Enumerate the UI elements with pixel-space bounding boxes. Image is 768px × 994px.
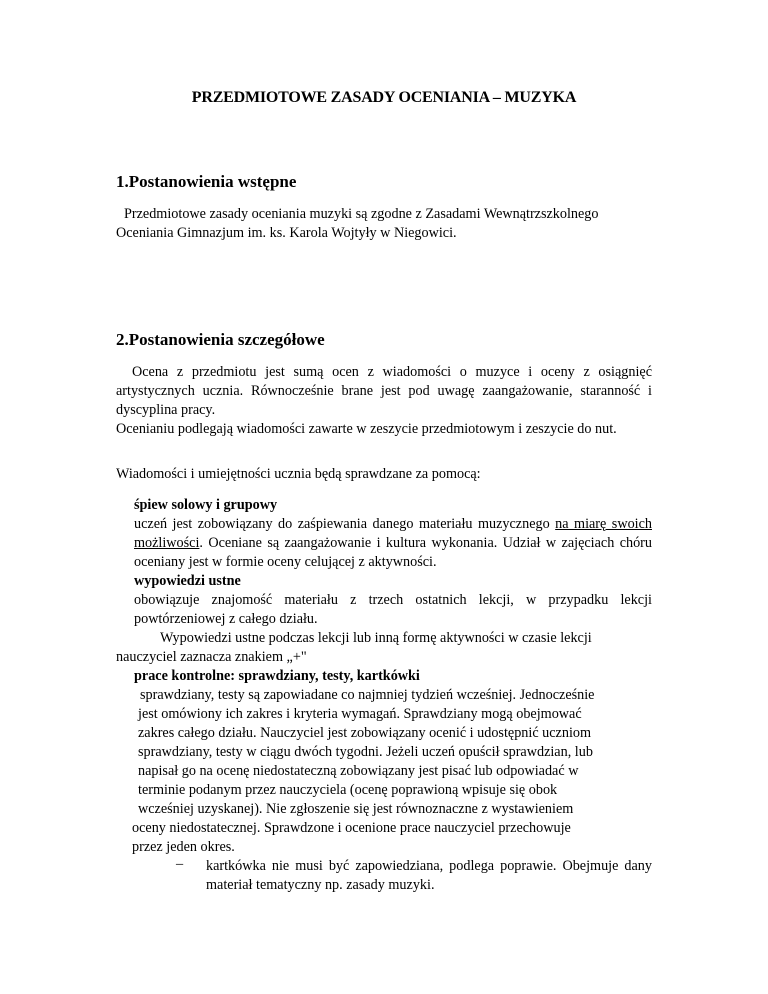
prace-line: napisał go na ocenę niedostateczną zobowiązany jest pisać lub odpowiadać w xyxy=(138,763,579,779)
section-1-line-2: Oceniania Gimnazjum im. ks. Karola Wojtyły w Niegowici. xyxy=(116,225,457,241)
page-title: PRZEDMIOTOWE ZASADY OCENIANIA – MUZYKA xyxy=(191,89,577,106)
section-1-line-1: Przedmiotowe zasady oceniania muzyki są zgodne z Zasadami Wewnątrzszkolnego xyxy=(124,206,599,222)
prace-line: oceny niedostatecznej. Sprawdzone i ocenione prace nauczyciel przechowuje xyxy=(132,820,571,836)
section-2-paragraph-2: Ocenianiu podlegają wiadomości zawarte w zeszycie przedmiotowym i zeszycie do nut. xyxy=(116,421,617,437)
section-2-paragraph-1: Ocena z przedmiotu jest sumą ocen z wiadomości o muzyce i oceny z osiągnięć artystycznych ucznia. Równocześnie brane jest pod uwagę zaangażowanie, staranność i dyscyplina pracy. xyxy=(116,364,652,418)
prace-line: zakres całego działu. Nauczyciel jest zobowiązany ocenić i udostępnić uczniom xyxy=(138,725,592,741)
wypowiedzi-line-2: nauczyciel zaznacza znakiem „+" xyxy=(116,649,307,665)
prace-line: terminie podanym przez nauczyciela (ocenę poprawioną wpisuje się obok xyxy=(138,782,558,798)
prace-line: jest omówiony ich zakres i kryteria wymagań. Sprawdziany mogą obejmować xyxy=(138,706,582,722)
prace-line: sprawdziany, testy są zapowiadane co najmniej tydzień wcześniej. Jednocześnie xyxy=(140,687,595,703)
prace-line: sprawdziany, testy w ciągu dwóch tygodni. Jeżeli uczeń opuścił sprawdzian, lub xyxy=(138,744,593,760)
spiew-text-a: uczeń jest zobowiązany do zaśpiewania danego materiału muzycznego xyxy=(134,516,550,532)
spiew-text-underlined: na miarę swoich możliwości xyxy=(134,516,652,551)
prace-line: przez jeden okres. xyxy=(132,839,235,855)
spiew-text xyxy=(134,515,652,572)
wypowiedzi-line-1: Wypowiedzi ustne podczas lekcji lub inną formę aktywności w czasie lekcji xyxy=(160,630,592,646)
prace-heading: prace kontrolne: sprawdziany, testy, kartkówki xyxy=(134,668,420,684)
prace-line: wcześniej uzyskanej). Nie zgłoszenie się jest równoznaczne z wystawieniem xyxy=(138,801,574,817)
section-2-paragraph-3: Wiadomości i umiejętności ucznia będą sprawdzane za pomocą: xyxy=(116,466,481,482)
list-dash: – xyxy=(176,856,184,872)
spiew-heading: śpiew solowy i grupowy xyxy=(134,497,278,513)
wypowiedzi-heading: wypowiedzi ustne xyxy=(134,573,241,589)
wypowiedzi-text: obowiązuje znajomość materiału z trzech ostatnich lekcji, w przypadku lekcji powtórzeniowej z całego działu. xyxy=(134,592,652,627)
section-2-heading: 2.Postanowienia szczegółowe xyxy=(116,330,325,349)
spiew-text-b: . Oceniane są zaangażowanie i kultura wykonania. Udział w zajęciach chóru oceniany jest w formie oceny celującej z aktywności. xyxy=(134,535,652,570)
kartkowka-text: kartkówka nie musi być zapowiedziana, podlega poprawie. Obejmuje dany materiał tematyczny np. zasady muzyki. xyxy=(206,858,652,893)
section-1-heading: 1.Postanowienia wstępne xyxy=(116,172,297,191)
